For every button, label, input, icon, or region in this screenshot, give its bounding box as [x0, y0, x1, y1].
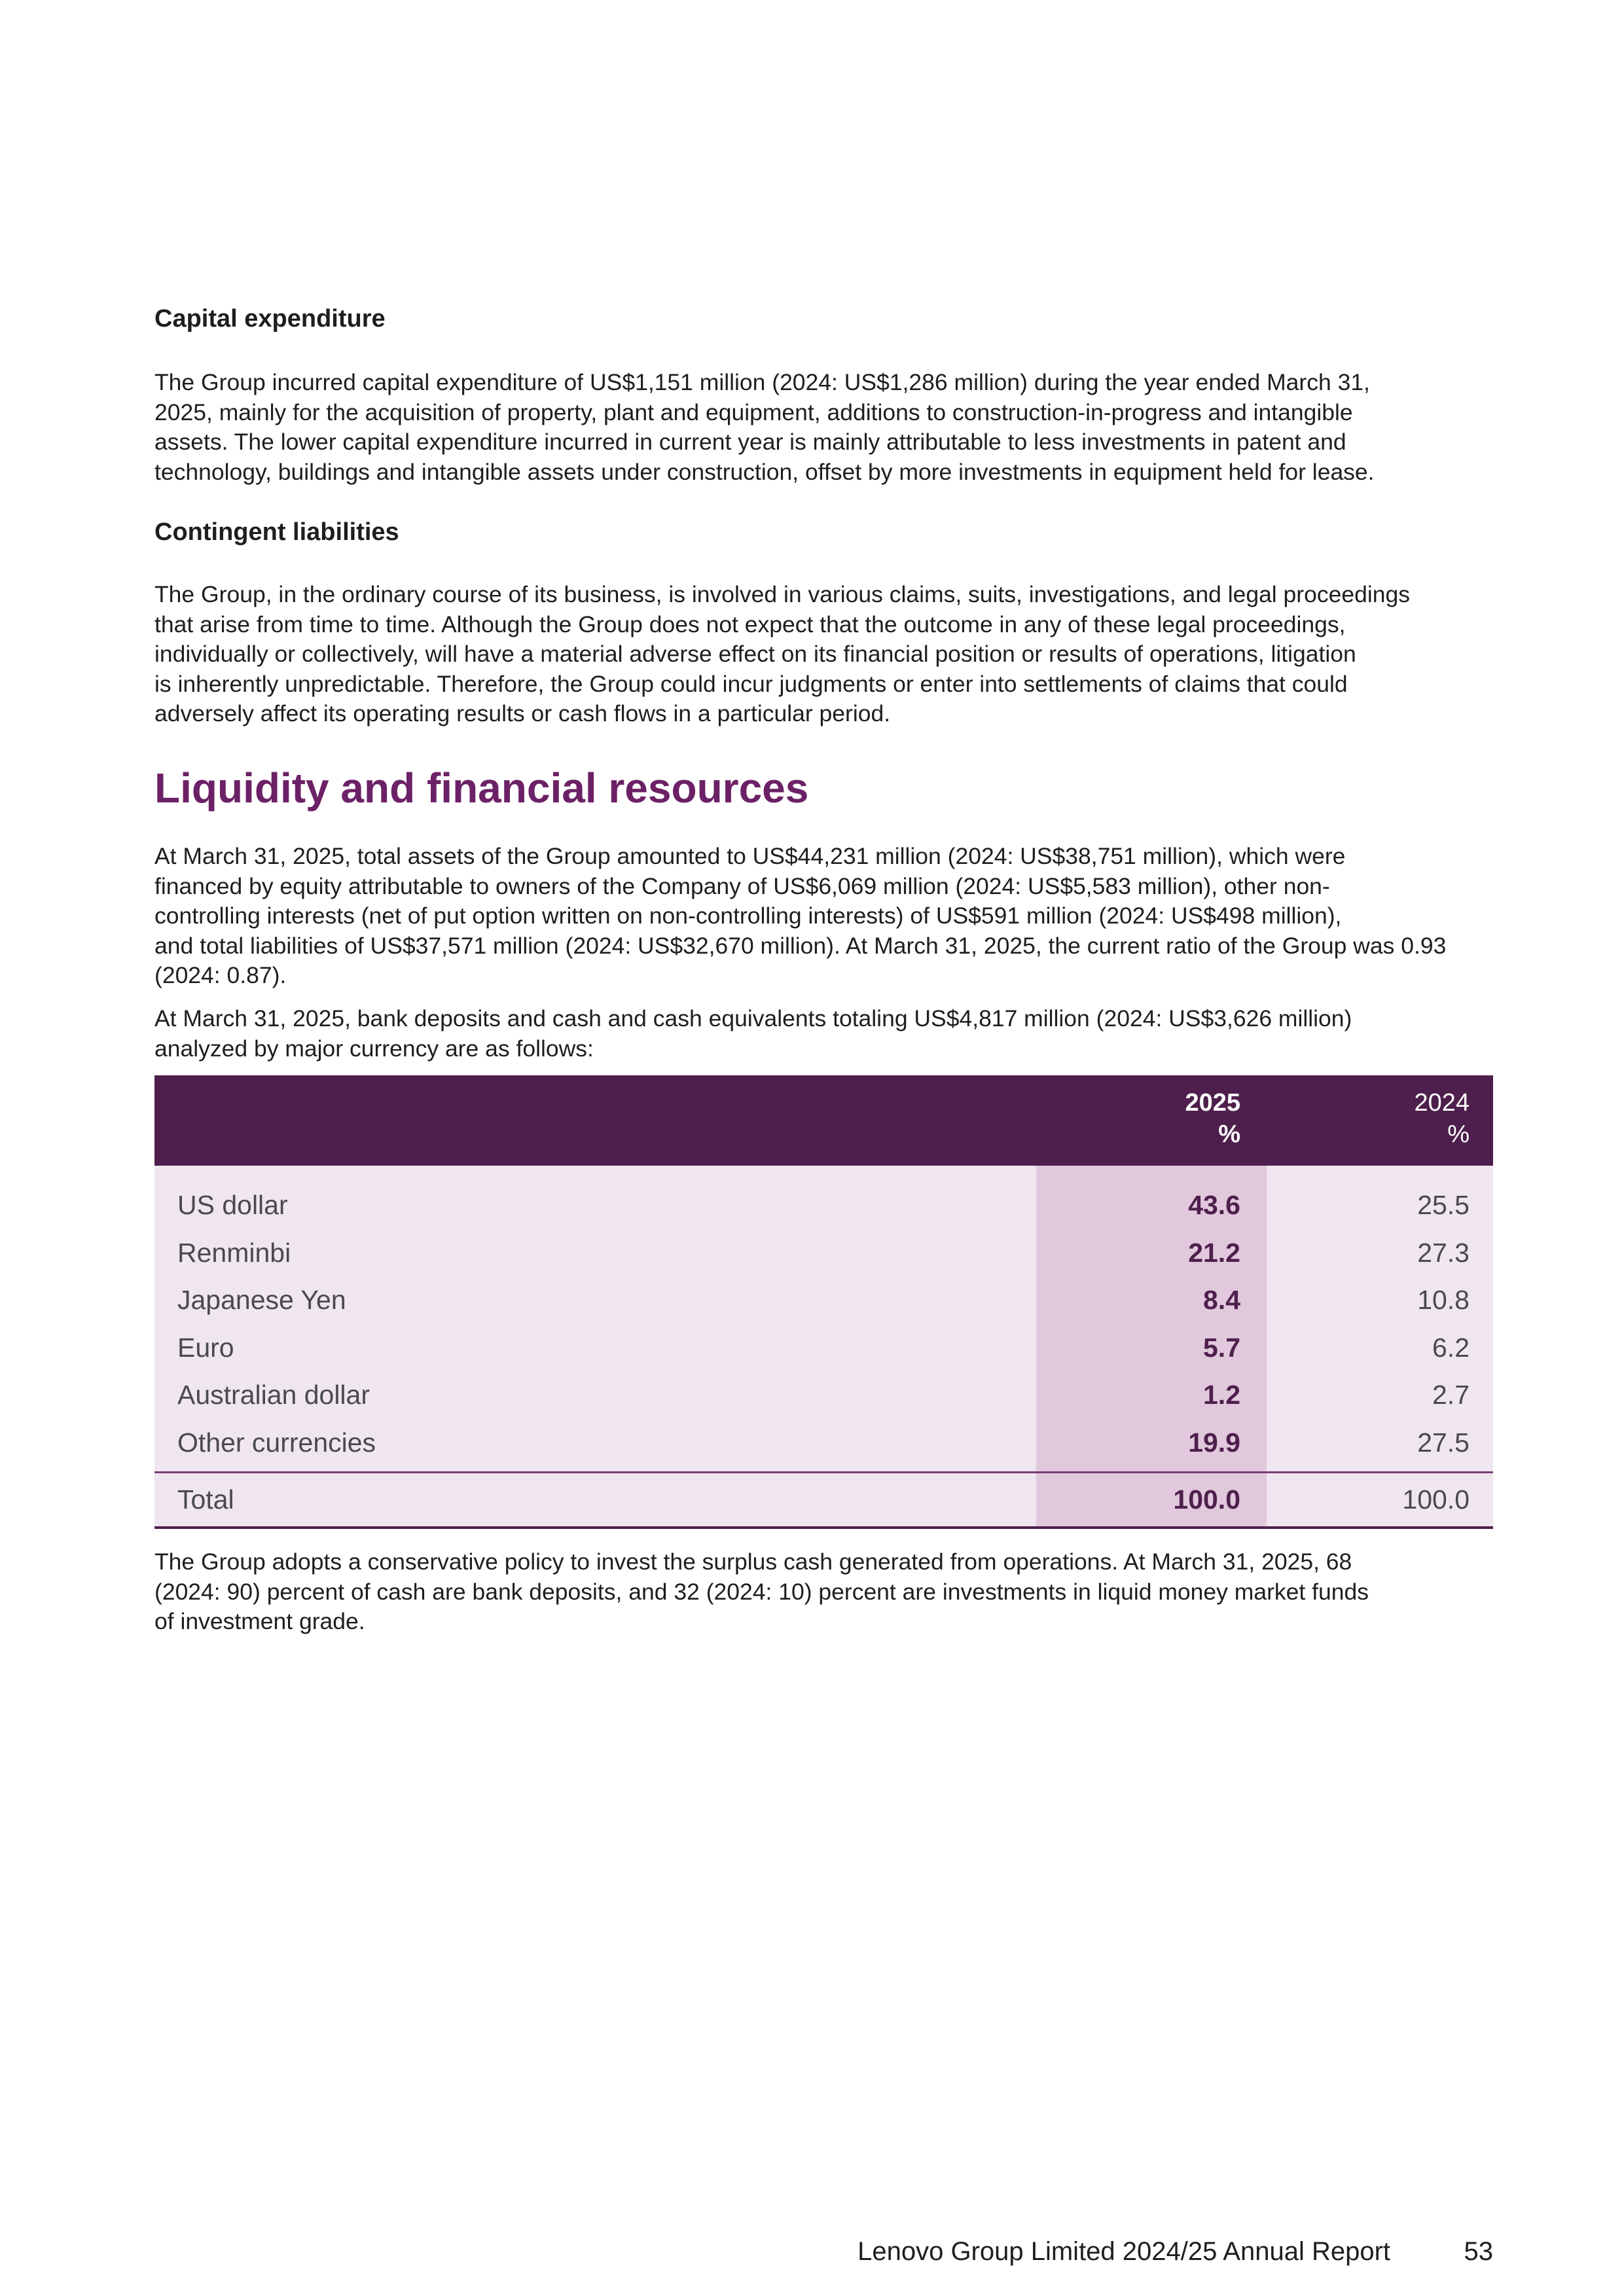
row-value-2024: 25.5	[1417, 1190, 1470, 1220]
total-value-2024: 100.0	[1402, 1484, 1470, 1515]
table-row	[154, 1181, 1493, 1229]
total-label: Total	[177, 1484, 234, 1515]
text-line: assets. The lower capital expenditure incurred in current year is mainly attributable to less investments in patent and	[154, 429, 1346, 455]
text-line: At March 31, 2025, total assets of the Group amounted to US$44,231 million (2024: US$38,751 million), which were	[154, 843, 1346, 869]
table-row	[154, 1419, 1493, 1467]
text-line: analyzed by major currency are as follows:	[154, 1035, 594, 1062]
row-label: Renminbi	[177, 1237, 291, 1268]
text-line: and total liabilities of US$37,571 million (2024: US$32,670 million). At March 31, 2025, the current ratio of the Group was 0.93	[154, 932, 1447, 959]
capex-paragraph	[154, 368, 1493, 487]
liquidity-paragraph-3	[154, 1547, 1493, 1637]
row-value-2024: 6.2	[1432, 1332, 1470, 1363]
row-value-2024: 2.7	[1432, 1380, 1470, 1410]
row-value-2025: 5.7	[1203, 1332, 1240, 1363]
total-value-2025: 100.0	[1173, 1484, 1240, 1515]
text-line: The Group incurred capital expenditure of US$1,151 million (2024: US$1,286 million) during the year ended March 31,	[154, 369, 1370, 395]
text-line: financed by equity attributable to owners of the Company of US$6,069 million (2024: US$5,583 million), other non-	[154, 872, 1330, 899]
text-line: of investment grade.	[154, 1608, 365, 1634]
row-value-2024: 10.8	[1417, 1285, 1470, 1315]
row-value-2024: 27.5	[1417, 1427, 1470, 1458]
table-total-row	[154, 1473, 1493, 1526]
table-row	[154, 1324, 1493, 1372]
text-line: At March 31, 2025, bank deposits and cash and cash equivalents totaling US$4,817 million (2024: US$3,626 million)	[154, 1005, 1352, 1031]
row-label: US dollar	[177, 1190, 288, 1220]
text-line: controlling interests (net of put option written on non-controlling interests) of US$591 million (2024: US$498 million),	[154, 903, 1342, 929]
text-line: (2024: 90) percent of cash are bank deposits, and 32 (2024: 10) percent are investments in liquid money market funds	[154, 1578, 1369, 1605]
row-value-2025: 8.4	[1203, 1285, 1240, 1315]
contingent-paragraph	[154, 580, 1493, 729]
row-value-2025: 19.9	[1188, 1427, 1240, 1458]
table-row	[154, 1371, 1493, 1419]
text-line: adversely affect its operating results or cash flows in a particular period.	[154, 700, 891, 726]
header-2025	[1185, 1087, 1240, 1150]
footer-page-number: 53	[1464, 2237, 1493, 2266]
table-body	[154, 1166, 1493, 1526]
text-line: (2024: 0.87).	[154, 962, 287, 988]
capex-heading: Capital expenditure	[154, 305, 386, 332]
liquidity-paragraph-1	[154, 842, 1493, 991]
row-value-2025: 1.2	[1203, 1380, 1240, 1410]
header-year-2025: 2025	[1185, 1089, 1240, 1117]
row-label: Australian dollar	[177, 1380, 370, 1410]
header-unit-2025: %	[1218, 1121, 1240, 1148]
text-line: individually or collectively, will have a material adverse effect on its financial position or results of operations, litigation	[154, 641, 1356, 667]
text-line: is inherently unpredictable. Therefore, the Group could incur judgments or enter into settlements of claims that could	[154, 670, 1348, 697]
row-label: Euro	[177, 1332, 234, 1363]
liquidity-heading: Liquidity and financial resources	[154, 764, 809, 812]
header-2024	[1414, 1087, 1470, 1150]
text-line: 2025, mainly for the acquisition of property, plant and equipment, additions to construction-in-progress and intangible	[154, 399, 1353, 425]
row-label: Other currencies	[177, 1427, 376, 1458]
text-line: technology, buildings and intangible assets under construction, offset by more investments in equipment held for lease.	[154, 458, 1375, 485]
footer-report-title: Lenovo Group Limited 2024/25 Annual Report	[857, 2237, 1390, 2266]
row-label: Japanese Yen	[177, 1285, 346, 1315]
text-line: that arise from time to time. Although the Group does not expect that the outcome in any of these legal proceedings,	[154, 611, 1346, 637]
row-value-2025: 21.2	[1188, 1237, 1240, 1268]
row-value-2025: 43.6	[1188, 1190, 1240, 1220]
header-unit-2024: %	[1447, 1121, 1470, 1148]
text-line: The Group, in the ordinary course of its business, is involved in various claims, suits, investigations, and legal proceedings	[154, 581, 1410, 607]
table-row	[154, 1276, 1493, 1324]
text-line: The Group adopts a conservative policy to invest the surplus cash generated from operations. At March 31, 2025, 68	[154, 1549, 1352, 1575]
currency-table	[154, 1075, 1493, 1529]
table-bottom-rule	[154, 1526, 1493, 1529]
liquidity-paragraph-2	[154, 1004, 1493, 1064]
row-value-2024: 27.3	[1417, 1237, 1470, 1268]
header-year-2024: 2024	[1414, 1089, 1470, 1117]
contingent-heading: Contingent liabilities	[154, 518, 399, 546]
table-row	[154, 1229, 1493, 1277]
table-header	[154, 1075, 1493, 1166]
